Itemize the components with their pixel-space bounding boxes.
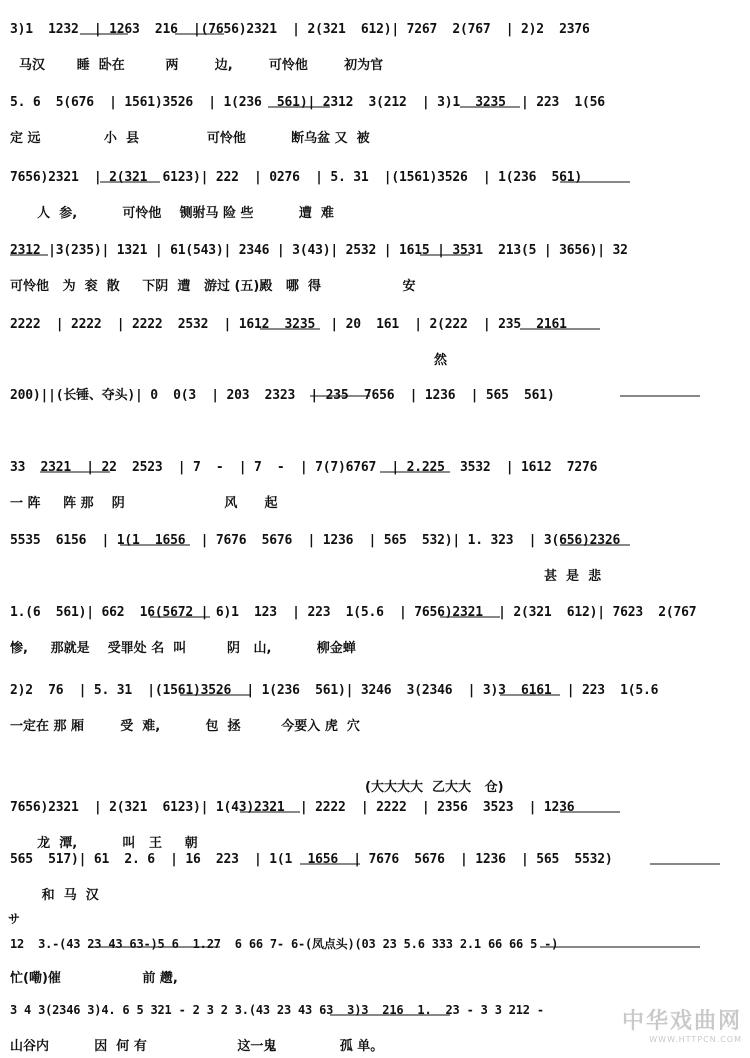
lyrics-line: 惨, 那就是 受罪处 名 叫 阴 山, 柳金蝉 bbox=[10, 641, 356, 656]
lyrics-extra: 甚 是 悲 bbox=[544, 569, 602, 584]
lyrics-extra: 然 bbox=[434, 353, 448, 368]
notation-line: 2)2 76 | 5. 31 |(1561)3526 | 1(236 561)| 3246 3(2346 | 3)3 6161 | 223 1(5.6 bbox=[10, 683, 659, 698]
notation-line: 33 2321 | 22 2523 | 7 - | 7 - | 7(7)6767 | 2.225 3532 | 1612 7276 bbox=[10, 460, 598, 475]
lyrics-line: 龙 潭, 叫 王 朝 bbox=[10, 836, 198, 851]
notation-line: 7656)2321 | 2(321 6123)| 222 | 0276 | 5. 31 |(1561)3526 | 1(236 561) bbox=[10, 170, 582, 185]
percussion-cue: (大大大大 乙大大 仓) bbox=[365, 780, 504, 795]
lyrics-line: 忙(嘞)催 前 趱, bbox=[10, 971, 178, 986]
lyrics-line: 马汉 睡 卧在 两 边, 可怜他 初为官 bbox=[10, 58, 384, 73]
notation-line: 3 4 3(2346 3)4. 6 5 321 - 2 3 2 3.(43 23 43 63 3)3 216 1. 23 - 3 3 212 - bbox=[10, 1003, 544, 1017]
lyrics-line: 一 阵 阵 那 阴 风 起 bbox=[10, 496, 278, 511]
notation-line: 565 517)| 61 2. 6 | 16 223 | 1(1 1656 | 7676 5676 | 1236 | 565 5532) bbox=[10, 852, 613, 867]
notation-line: 1.(6 561)| 662 16(5672 | 6)1 123 | 223 1(5.6 | 7656)2321 | 2(321 612)| 7623 2(767 bbox=[10, 605, 697, 620]
notation-line: 3)1 1232 | 1263 216 |(7656)2321 | 2(321 612)| 7267 2(767 | 2)2 2376 bbox=[10, 22, 590, 37]
notation-line: 5535 6156 | 1(1 1656 | 7676 5676 | 1236 | 565 532)| 1. 323 | 3(656)2326 bbox=[10, 533, 621, 548]
lyrics-line: 可怜他 为 衮 散 下阴 遭 游过 (五)殿 哪 得 安 bbox=[10, 279, 416, 294]
notation-line: 2222 | 2222 | 2222 2532 | 1612 3235 | 20 161 | 2(222 | 235 2161 bbox=[10, 317, 567, 332]
notation-line: 5. 6 5(676 | 1561)3526 | 1(236 561)| 2312 3(212 | 3)1 3235 | 223 1(56 bbox=[10, 95, 605, 110]
notation-line: 7656)2321 | 2(321 6123)| 1(43)2321 | 2222 | 2222 | 2356 3523 | 1236 bbox=[10, 800, 575, 815]
lyrics-line: 定 远 小 县 可怜他 断乌盆 又 被 bbox=[10, 131, 370, 146]
lyrics-line: 人 参, 可怜他 铡驸马 险 些 遭 难 bbox=[10, 206, 334, 221]
lyrics-line: 一定在 那 厢 受 难, 包 拯 今要入 虎 穴 bbox=[10, 719, 360, 734]
watermark-url: WWW.HTTPCN.COM bbox=[649, 1035, 742, 1044]
notation-line: 2312 |3(235)| 1321 | 61(543)| 2346 | 3(43)| 2532 | 1615 | 3531 213(5 | 3656)| 32 bbox=[10, 243, 628, 258]
lyrics-line: 和 马 汉 bbox=[10, 888, 99, 903]
watermark bbox=[622, 1004, 742, 1044]
notation-line: 12 3.-(43 23 43 63-)5 6 1.27 6 66 7- 6-(凤点头)(03 23 5.6 333 2.1 66 66 5 -) bbox=[10, 937, 559, 951]
free-tempo-mark: サ bbox=[8, 912, 21, 926]
lyrics-line: 山谷内 因 何 有 这一鬼 孤 单。 bbox=[10, 1039, 384, 1054]
watermark-text: 中华戏曲网 bbox=[621, 1009, 742, 1034]
notation-line: 200)||(长锤、夺头)| 0 0(3 | 203 2323 | 235 7656 | 1236 | 565 561) bbox=[10, 388, 555, 403]
